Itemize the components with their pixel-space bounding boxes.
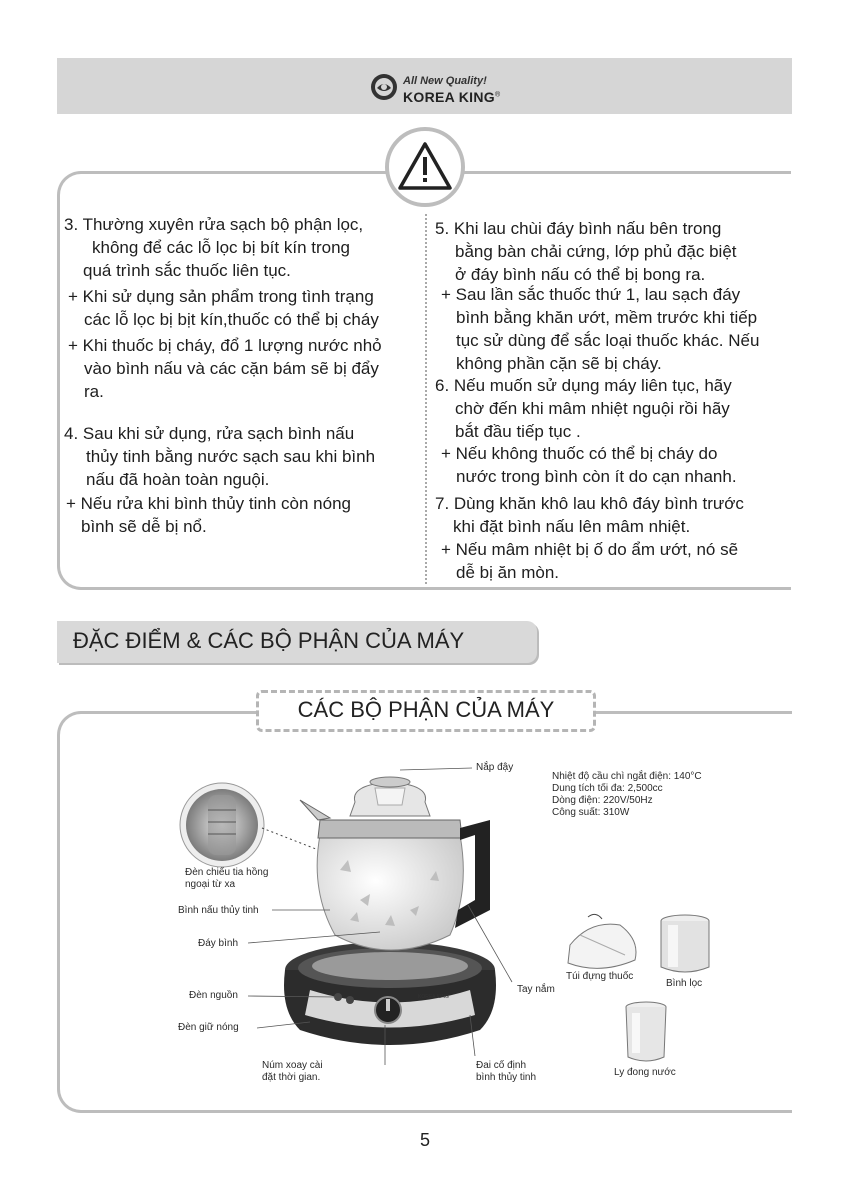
section-title: ĐẶC ĐIỂM & CÁC BỘ PHẬN CỦA MÁY xyxy=(73,628,465,653)
warning-item-4 xyxy=(64,422,375,491)
text-line: + Khi thuốc bị cháy, đổ 1 lượng nước nhỏ xyxy=(68,336,382,355)
measuring-cup-icon xyxy=(626,1002,666,1061)
heater-base xyxy=(284,942,496,1045)
brand-tagline: All New Quality! xyxy=(403,75,487,87)
spec-fuse-temp: Nhiệt độ cầu chì ngắt điện: 140°C xyxy=(552,771,702,782)
warning-badge xyxy=(385,127,465,207)
warning-item-5 xyxy=(435,217,737,286)
text-line: 6. Nếu muốn sử dụng máy liên tục, hãy xyxy=(435,376,732,395)
warning-triangle-icon xyxy=(396,140,454,192)
text-line: + Sau lần sắc thuốc thứ 1, lau sạch đáy xyxy=(441,285,741,304)
label-line: ngoại từ xa xyxy=(185,879,236,890)
korea-king-logo-icon xyxy=(370,73,398,101)
text-line: bình bằng khăn ướt, mềm trước khi tiếp xyxy=(456,308,758,327)
text-line: tục sử dùng để sắc loại thuốc khác. Nếu xyxy=(456,331,760,350)
label-keep-warm-lamp: Đèn giữ nóng xyxy=(178,1022,239,1033)
text-line: không để các lỗ lọc bị bít kín trong xyxy=(92,238,350,257)
label-line: bình thủy tinh xyxy=(476,1072,537,1083)
filter-icon xyxy=(661,915,709,972)
text-line: nước trong bình còn ít do cạn nhanh. xyxy=(456,467,737,486)
text-line: bằng bàn chải cứng, lớp phủ đặc biệt xyxy=(455,242,737,261)
text-line: 3. Thường xuyên rửa sạch bộ phận lọc, xyxy=(64,215,364,234)
text-line: ra. xyxy=(84,382,104,401)
text-line: + Khi sử dụng sản phẩm trong tình trạng xyxy=(68,287,374,306)
spec-list xyxy=(552,771,702,819)
page-number: 5 xyxy=(419,1130,430,1150)
warning-note-6a xyxy=(441,442,737,488)
text-line: thủy tinh bằng nước sạch sau khi bình xyxy=(86,447,376,466)
label-ir-lamp xyxy=(185,867,268,891)
registered-mark: ® xyxy=(494,91,501,99)
ir-lamp-inset xyxy=(180,783,264,867)
warning-note-3a xyxy=(68,285,379,331)
text-line: chờ đến khi mâm nhiệt nguội rồi hãy xyxy=(455,399,730,418)
text-line: 7. Dùng khăn khô lau khô đáy bình trước xyxy=(435,494,744,513)
label-lid: Nắp đậy xyxy=(476,762,514,773)
text-line: các lỗ lọc bị bịt kín,thuốc có thể bị cháy xyxy=(84,310,379,329)
label-line: Đai cố định xyxy=(476,1060,527,1071)
accessories-illustration xyxy=(560,905,730,1075)
glass-pot xyxy=(300,800,490,950)
warning-item-6 xyxy=(435,374,732,443)
text-line: 5. Khi lau chùi đáy bình nấu bên trong xyxy=(435,219,722,238)
label-glass-pot: Bình nấu thủy tinh xyxy=(178,905,259,916)
spec-voltage: Dòng điện: 220V/50Hz xyxy=(552,795,653,806)
text-line: bắt đầu tiếp tục . xyxy=(455,422,581,441)
label-handle: Tay nắm xyxy=(517,984,555,995)
label-timer-knob xyxy=(262,1060,323,1084)
brand-name xyxy=(403,89,500,105)
text-line: nấu đã hoàn toàn nguội. xyxy=(86,470,270,489)
text-line: khi đặt bình nấu lên mâm nhiệt. xyxy=(453,517,691,536)
text-line: bình sẽ dễ bị nổ. xyxy=(81,517,207,536)
warning-note-7a xyxy=(441,538,738,584)
spec-power: Công suất: 310W xyxy=(552,807,630,818)
warning-column-divider xyxy=(425,214,427,584)
brand-text: KOREA KING xyxy=(403,89,495,105)
lid xyxy=(350,777,430,816)
warning-note-4a xyxy=(66,492,351,538)
warning-item-7 xyxy=(435,492,744,538)
warning-note-5a xyxy=(441,283,759,375)
label-filter: Bình lọc xyxy=(666,978,703,989)
text-line: + Nếu không thuốc có thể bị cháy do xyxy=(441,444,718,463)
warning-note-3b xyxy=(68,334,382,403)
warning-item-3 xyxy=(64,213,363,282)
herb-bag-icon xyxy=(568,914,636,968)
text-line: không phần cặn sẽ bị cháy. xyxy=(456,354,662,373)
spec-capacity: Dung tích tối đa: 2,500cc xyxy=(552,783,663,794)
text-line: ở đáy bình nấu có thể bị bong ra. xyxy=(455,265,706,284)
label-line: đặt thời gian. xyxy=(262,1072,321,1083)
text-line: + Nếu rửa khi bình thủy tinh còn nóng xyxy=(66,494,351,513)
label-line: Núm xoay cài xyxy=(262,1060,323,1071)
text-line: 4. Sau khi sử dụng, rửa sạch bình nấu xyxy=(64,424,355,443)
label-power-lamp: Đèn nguồn xyxy=(189,990,238,1001)
parts-title: CÁC BỘ PHẬN CỦA MÁY xyxy=(297,697,555,722)
label-herb-bag: Túi đựng thuốc xyxy=(566,971,634,982)
text-line: quá trình sắc thuốc liên tục. xyxy=(83,261,291,280)
label-line: Đèn chiếu tia hồng xyxy=(185,867,269,878)
label-retaining-ring xyxy=(476,1060,536,1084)
svg-text:KOREA KING: KOREA KING xyxy=(418,994,449,1000)
label-pot-base: Đáy bình xyxy=(198,938,239,949)
product-diagram xyxy=(170,760,560,1110)
label-measuring-cup: Ly đong nước xyxy=(614,1067,676,1078)
text-line: vào bình nấu và các cặn bám sẽ bị đẩy xyxy=(84,359,379,378)
text-line: dễ bị ăn mòn. xyxy=(456,563,560,582)
text-line: + Nếu mâm nhiệt bị ố do ẩm ướt, nó sẽ xyxy=(441,540,739,559)
